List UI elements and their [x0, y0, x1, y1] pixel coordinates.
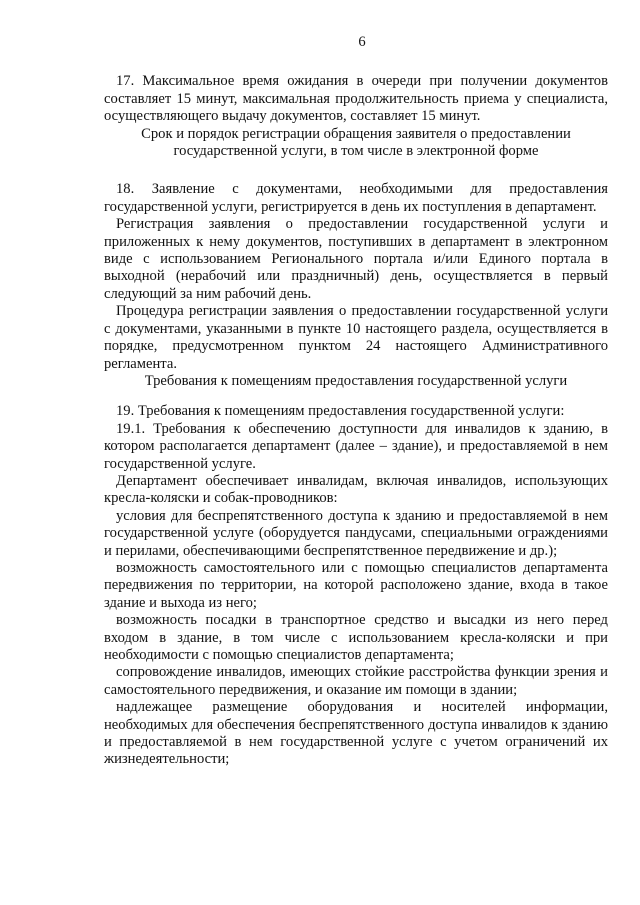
paragraph-19-escort: сопровождение инвалидов, имеющих стойкие расстройства функции зрения и самостоятельного передвижения, и оказание им помощи в здании; — [104, 664, 608, 698]
section-heading-premises: Требования к помещениям предоставления государственной услуги — [144, 372, 568, 389]
section-heading-registration: Срок и порядок регистрации обращения заявителя о предоставлении государственной услуги, в том числе в электронной форме — [141, 125, 571, 160]
page-number: 6 — [358, 34, 366, 50]
paragraph-19-transport: возможность посадки в транспортное средство и высадки из него перед входом в здание, в том числе с использованием кресла-коляски и при необходимости с помощью специалистов департамента; — [104, 612, 608, 663]
paragraph-19-department: Департамент обеспечивает инвалидам, включая инвалидов, использующих кресла-коляски и собак-проводников: — [104, 472, 608, 507]
paragraph-18-procedure: Процедура регистрации заявления о предоставлении государственной услуги с документами, указанными в пункте 10 настоящего раздела, осуществляется в порядке, предусмотренном пунктом 24 настоящего Административного регламента. — [104, 303, 608, 372]
paragraph-17: 17. Максимальное время ожидания в очереди при получении документов составляет 15 минут, максимальная продолжительность приема у специалиста, осуществляющего выдачу документов, составляет 15 минут. — [104, 73, 608, 125]
paragraph-18-registration: Регистрация заявления о предоставлении государственной услуги и приложенных к нему документов, поступивших в департамент в электронном виде с использованием Регионального портала и/или Единого портала в выходной (нерабочий или праздничный) день, осуществляется в первый следующий за ним рабочий день. — [104, 216, 608, 302]
paragraph-18: 18. Заявление с документами, необходимыми для предоставления государственной услуги, регистрируется в день их поступления в департамент. — [104, 181, 608, 215]
paragraph-19-movement: возможность самостоятельного или с помощью специалистов департамента передвижения по территории, на которой расположено здание, входа в такое здание и выхода из него; — [104, 559, 608, 611]
paragraph-19-equipment: надлежащее размещение оборудования и носителей информации, необходимых для обеспечения беспрепятственного доступа инвалидов к зданию и предоставляемой в нем государственной услуге с учетом ограничений их жизнедеятельности; — [104, 699, 608, 768]
paragraph-19-access-conditions: условия для беспрепятственного доступа к зданию и предоставляемой в нем государственной услуге (оборудуется пандусами, специальными ограждениями и перилами, обеспечивающими беспрепятственное передвижение и др.); — [104, 507, 608, 559]
paragraph-19-1: 19.1. Требования к обеспечению доступности для инвалидов к зданию, в котором располагается департамент (далее – здание), и предоставляемой в нем государственной услуге. — [104, 420, 608, 472]
paragraph-19: 19. Требования к помещениям предоставления государственной услуги: — [116, 403, 565, 420]
